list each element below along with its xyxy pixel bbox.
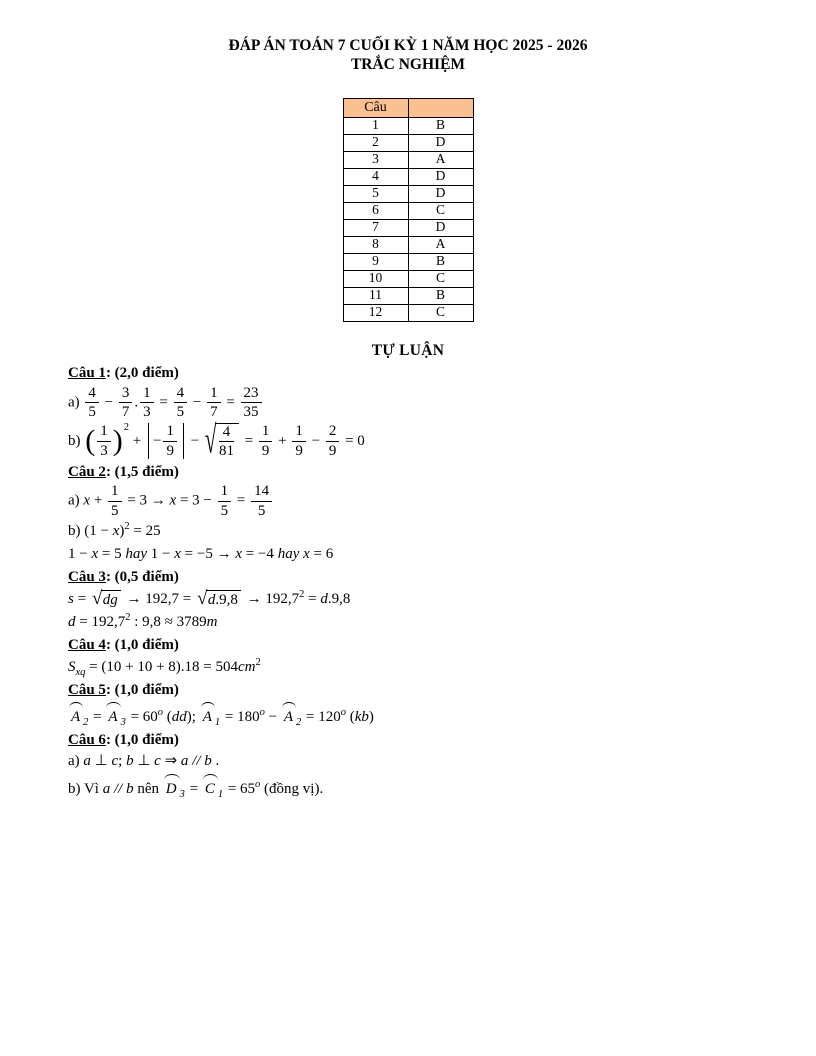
math-t: = (10 + 10 + 8).18 = 504 <box>85 658 238 675</box>
math-deg: o <box>255 779 261 791</box>
answer-letter: B <box>408 287 473 304</box>
section-title: Câu 6 <box>68 731 106 748</box>
math-t: = 192,7 <box>75 614 126 630</box>
answer-table <box>343 98 474 322</box>
math-frac <box>108 483 122 519</box>
math-t: − <box>152 432 162 449</box>
math-rad: √ <box>91 587 103 609</box>
math-hl: A <box>106 702 120 728</box>
question-number: 11 <box>343 287 408 304</box>
math-num: 14 <box>251 483 272 502</box>
math-t: = 120 <box>302 708 341 725</box>
math-den: 5 <box>111 502 119 519</box>
question-number: 12 <box>343 304 408 321</box>
question-number: 7 <box>343 219 408 236</box>
math-t: ; <box>118 753 127 770</box>
math-rad: √ <box>204 416 217 462</box>
math-t: = 3 − <box>176 492 216 509</box>
math-i: c <box>111 753 119 770</box>
math-frac <box>207 385 221 421</box>
math-sup: 2 <box>255 656 261 668</box>
section-points: : (1,0 điểm) <box>105 637 179 653</box>
math-frac <box>219 424 234 460</box>
math-t: ) <box>119 523 125 540</box>
math-t: ); <box>186 708 200 725</box>
math-t: 1 − <box>68 546 92 563</box>
table-row <box>343 134 473 151</box>
math-t: ⊥ <box>90 753 112 770</box>
math-t: = 6 <box>309 546 334 563</box>
table-row <box>343 304 473 321</box>
math-i: // <box>110 781 127 798</box>
table-row <box>343 219 473 236</box>
math-sqrt <box>196 587 241 610</box>
math-hl: D <box>164 774 180 800</box>
math-num: 4 <box>174 385 188 404</box>
math-i: x <box>112 523 120 540</box>
table-row <box>343 202 473 219</box>
table-row <box>343 236 473 253</box>
math-sup: 2 <box>124 521 130 533</box>
section-heading <box>68 636 748 655</box>
essay-section-heading: TỰ LUẬN <box>371 341 445 359</box>
math-frac <box>119 385 133 421</box>
math-t: = <box>89 708 106 725</box>
math-root <box>101 590 121 610</box>
math-i: x <box>303 546 310 563</box>
math-num: 1 <box>218 483 232 502</box>
math-t: = 65 <box>224 781 256 798</box>
math-t: − <box>264 708 281 725</box>
math-t: .9,8 <box>327 591 351 607</box>
section-heading <box>68 681 748 700</box>
math-t: ) <box>368 708 374 725</box>
math-num: 4 <box>85 385 99 404</box>
question-number: 10 <box>343 270 408 287</box>
math-t: − <box>307 432 324 449</box>
math-i: x <box>91 546 99 563</box>
math-num: 3 <box>119 385 133 404</box>
section-points: : (1,0 điểm) <box>105 731 179 748</box>
answer-table-header-answer <box>408 98 473 117</box>
math-t: a) <box>68 492 84 509</box>
math-t: : 9,8 ≈ 3789 <box>130 614 207 630</box>
math-t: 1 − <box>147 546 175 563</box>
math-t: ( <box>163 708 172 725</box>
math-t: = −5 → <box>180 546 236 563</box>
section-title: Câu 4 <box>68 637 106 653</box>
answer-letter: A <box>408 151 473 168</box>
section-title: Câu 2 <box>68 463 106 480</box>
answer-table-header-cau: Câu <box>343 98 408 117</box>
math-den: 9 <box>166 442 174 459</box>
table-row <box>343 151 473 168</box>
math-num: 1 <box>97 423 111 442</box>
math-hat <box>69 702 88 728</box>
math-t: − <box>186 432 203 449</box>
math-sqrt <box>91 587 121 610</box>
math-i: hay <box>277 546 300 563</box>
math-i: a <box>180 753 189 770</box>
math-i: a <box>102 781 111 798</box>
math-root <box>215 423 239 460</box>
math-sub: 2 <box>295 716 302 728</box>
section-heading <box>68 731 748 750</box>
math-t: = <box>185 781 202 798</box>
math-t: + <box>90 492 107 509</box>
math-t: b) <box>68 432 85 449</box>
math-frac <box>174 385 188 421</box>
section-title: Câu 3 <box>68 569 106 586</box>
math-num: 1 <box>259 423 273 442</box>
question-number: 1 <box>343 117 408 134</box>
math-root <box>206 590 241 610</box>
math-t: ⇒ <box>160 753 181 770</box>
math-t: = −4 <box>242 546 278 563</box>
math-frac <box>259 423 273 459</box>
math-sub: 2 <box>83 716 89 728</box>
math-i: b <box>126 781 134 798</box>
math-sub: 1 <box>217 789 224 801</box>
answer-letter: C <box>408 304 473 321</box>
math-pl: ( <box>85 424 96 458</box>
math-t: = <box>304 591 321 607</box>
math-t: = 60 <box>126 708 158 725</box>
section-cau-2 <box>68 463 748 566</box>
math-t: . <box>211 753 220 770</box>
math-hat <box>106 702 125 728</box>
math-t: + <box>129 432 145 449</box>
math-i: m <box>206 614 218 630</box>
math-i: x <box>174 546 181 563</box>
math-t: = 3 → <box>123 492 170 509</box>
math-deg: o <box>259 706 265 718</box>
answer-letter: B <box>408 253 473 270</box>
math-den: 9 <box>261 442 270 459</box>
math-sup: 2 <box>123 421 129 433</box>
table-row <box>343 185 473 202</box>
math-den: 3 <box>143 404 151 420</box>
section-cau-3 <box>68 568 748 633</box>
math-i: x <box>235 546 243 563</box>
math-line <box>68 385 748 421</box>
math-line <box>68 751 748 772</box>
math-den: 5 <box>88 404 96 420</box>
math-t: a) <box>68 393 84 410</box>
answer-letter: B <box>408 117 473 134</box>
section-cau-1 <box>68 364 748 460</box>
math-i: x <box>169 492 177 509</box>
math-line <box>68 702 748 728</box>
section-cau-4 <box>68 636 748 678</box>
table-row <box>343 253 473 270</box>
math-line <box>68 544 748 565</box>
math-den: 9 <box>295 442 303 459</box>
math-frac <box>292 423 306 459</box>
answer-letter: A <box>408 236 473 253</box>
math-t: .9,8 <box>215 591 238 608</box>
math-sub: 3 <box>179 789 185 801</box>
math-i: cm <box>238 658 256 675</box>
math-t: = 0 <box>341 432 365 449</box>
section-title: Câu 5 <box>68 681 106 698</box>
question-number: 5 <box>343 185 408 202</box>
math-num: 1 <box>292 423 306 442</box>
math-den: 35 <box>243 404 259 420</box>
math-hl: A <box>69 702 83 728</box>
math-rad: √ <box>196 587 208 609</box>
math-den: 5 <box>257 502 266 519</box>
math-t: a) <box>68 753 84 770</box>
math-frac <box>163 423 177 459</box>
answer-letter: D <box>408 168 473 185</box>
math-frac <box>326 423 340 459</box>
math-den: 7 <box>210 404 218 420</box>
math-frac <box>97 423 111 459</box>
math-i: S <box>68 658 76 675</box>
math-i: dg <box>102 591 118 608</box>
math-i: // <box>188 753 205 770</box>
table-row <box>343 168 473 185</box>
math-i: d <box>68 614 76 630</box>
math-num: 1 <box>108 483 122 502</box>
answer-letter: C <box>408 202 473 219</box>
math-frac <box>241 385 262 421</box>
math-hl: A <box>201 702 215 728</box>
math-pr: ) <box>112 424 123 458</box>
math-t: → 192,7 = <box>122 591 195 607</box>
math-num: 2 <box>326 423 340 442</box>
math-line <box>68 774 748 800</box>
answer-table-header-row <box>343 98 473 117</box>
math-pc <box>95 423 113 459</box>
question-number: 6 <box>343 202 408 219</box>
table-row <box>343 117 473 134</box>
math-den: 3 <box>100 442 108 459</box>
math-deg: o <box>340 706 346 718</box>
question-number: 2 <box>343 134 408 151</box>
math-sup: 2 <box>299 589 305 600</box>
section-points: : (2,0 điểm) <box>105 364 179 381</box>
math-hat <box>203 774 223 800</box>
math-t: = 5 <box>98 546 126 563</box>
answer-table-wrapper <box>68 98 748 322</box>
section-cau-5 <box>68 681 748 728</box>
math-hat <box>282 702 301 728</box>
question-number: 4 <box>343 168 408 185</box>
math-hl: C <box>203 774 218 800</box>
math-t: = <box>73 591 90 607</box>
math-frac <box>218 483 232 519</box>
answer-letter: D <box>408 219 473 236</box>
math-num: 1 <box>207 385 221 404</box>
math-frac <box>140 385 154 421</box>
math-hat <box>201 702 220 728</box>
math-t: = <box>233 492 250 509</box>
math-hat <box>164 774 185 800</box>
math-i: b <box>126 753 134 770</box>
math-i: d <box>320 591 328 607</box>
answer-letter: D <box>408 134 473 151</box>
math-paren <box>85 423 123 459</box>
math-i: d <box>207 591 216 608</box>
section-cau-6 <box>68 731 748 801</box>
math-den: 5 <box>176 404 185 420</box>
math-num: 1 <box>140 385 154 404</box>
math-t: . <box>134 393 139 410</box>
answer-letter: D <box>408 185 473 202</box>
math-i: a <box>83 753 91 770</box>
math-t: − <box>189 393 206 410</box>
math-line <box>68 589 748 610</box>
math-den: 81 <box>218 443 234 459</box>
math-num: 1 <box>163 423 177 442</box>
document-subtitle: TRẮC NGHIỆM <box>350 56 466 74</box>
math-sub: xq <box>75 666 86 678</box>
math-i: c <box>154 753 161 770</box>
math-line <box>68 657 748 678</box>
math-den: 9 <box>328 442 337 459</box>
question-number: 9 <box>343 253 408 270</box>
math-abs <box>148 423 184 459</box>
math-t: = 180 <box>221 708 260 725</box>
section-points: : (0,5 điểm) <box>105 569 179 586</box>
math-line <box>68 612 748 633</box>
math-i: x <box>83 492 91 509</box>
document-title: ĐÁP ÁN TOÁN 7 CUỐI KỲ 1 NĂM HỌC 2025 - 2026 <box>228 37 588 54</box>
math-t: (đồng vị). <box>260 781 324 798</box>
table-row <box>343 287 473 304</box>
question-number: 8 <box>343 236 408 253</box>
math-frac <box>85 385 99 421</box>
math-sqrt <box>204 416 239 462</box>
math-i: kb <box>354 708 369 725</box>
answer-letter: C <box>408 270 473 287</box>
math-t: = 25 <box>129 523 161 540</box>
section-heading <box>68 568 748 587</box>
math-t: + <box>274 432 291 449</box>
section-points: : (1,0 điểm) <box>105 681 179 698</box>
math-deg: o <box>157 706 164 718</box>
math-num: 4 <box>219 424 234 443</box>
math-t: ⊥ <box>133 753 155 770</box>
math-frac <box>251 483 272 519</box>
math-t: → 192,7 <box>242 591 300 607</box>
math-hl: A <box>282 702 296 728</box>
math-t: b) (1 − <box>68 523 113 540</box>
math-t: = <box>240 432 257 449</box>
math-t: = <box>222 393 239 410</box>
math-den: 5 <box>220 502 229 519</box>
math-i: s <box>68 591 74 607</box>
math-i: hay <box>125 546 148 563</box>
math-sub: 3 <box>120 716 126 728</box>
math-num: 23 <box>241 385 262 404</box>
math-den: 7 <box>121 404 130 420</box>
math-sub: 1 <box>214 716 221 728</box>
math-t: b) Vì <box>68 781 103 798</box>
section-heading <box>68 463 748 482</box>
math-i: b <box>204 753 212 770</box>
question-number: 3 <box>343 151 408 168</box>
math-t: − <box>100 393 117 410</box>
section-heading <box>68 364 748 383</box>
math-t: ( <box>345 708 355 725</box>
section-points: : (1,5 điểm) <box>105 463 179 480</box>
math-line <box>68 416 748 462</box>
math-line <box>68 483 748 519</box>
math-sup: 2 <box>125 612 131 623</box>
math-line <box>68 521 748 542</box>
table-row <box>343 270 473 287</box>
math-i: dd <box>171 708 187 725</box>
section-title: Câu 1 <box>68 364 106 381</box>
math-t: = <box>155 393 172 410</box>
math-t: nên <box>133 781 163 798</box>
